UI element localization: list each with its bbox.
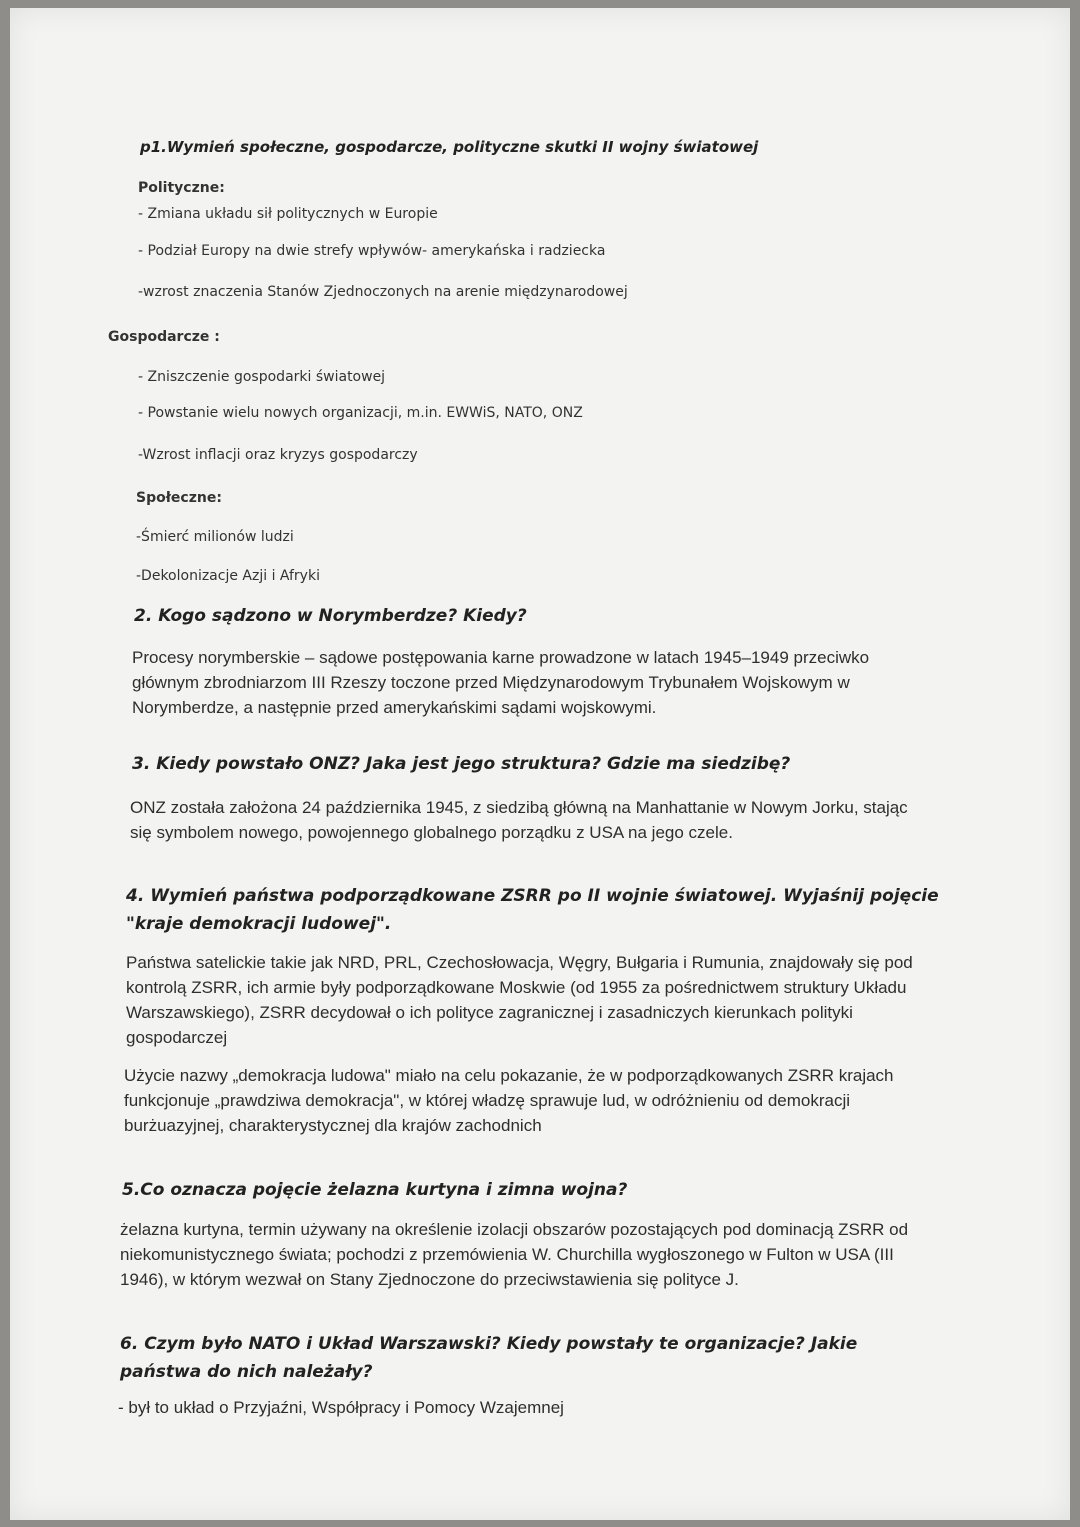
answer-5: żelazna kurtyna, termin używany na określenie izolacji obszarów pozostających pod dominacją ZSRR od niekomunistycznego świata; pochodzi z przemówienia W. Churchilla wygłoszonego w Fulton w USA (III 1946), w którym wezwał on Stany Zjednoczone do przeciwstawienia się polityce J. <box>120 1220 909 1289</box>
answer-6: - był to układ o Przyjaźni, Współpracy i Pomocy Wzajemnej <box>118 1398 564 1417</box>
answer-4b: Użycie nazwy „demokracja ludowa" miało na celu pokazanie, że w podporządkowanych ZSRR krajach funkcjonuje „prawdziwa demokracja", w której władzę sprawuje lud, w odróżnieniu od demokracji burżuazyjnej, charakterystycznej dla krajów zachodnich <box>124 1066 894 1135</box>
list-item: - Podział Europy na dwie strefy wpływów- amerykańska i radziecka <box>138 243 606 259</box>
list-item: - Zmiana układu sił politycznych w Europie <box>138 206 438 222</box>
list-item: -Dekolonizacje Azji i Afryki <box>136 568 320 584</box>
question-4: 4. Wymień państwa podporządkowane ZSRR po II wojnie światowej. Wyjaśnij pojęcie "kraje demokracji ludowej". <box>126 886 939 934</box>
list-item: - Powstanie wielu nowych organizacji, m.in. EWWiS, NATO, ONZ <box>138 405 583 421</box>
question-6: 6. Czym było NATO i Układ Warszawski? Kiedy powstały te organizacje? Jakie państwa do nich należały? <box>120 1334 858 1382</box>
question-3: 3. Kiedy powstało ONZ? Jaka jest jego struktura? Gdzie ma siedzibę? <box>132 754 791 774</box>
social-heading: Społeczne: <box>136 490 222 506</box>
list-item: -Śmierć milionów ludzi <box>136 529 294 545</box>
list-item: -wzrost znaczenia Stanów Zjednoczonych na arenie międzynarodowej <box>138 284 628 300</box>
answer-3: ONZ została założona 24 października 1945, z siedzibą główną na Manhattanie w Nowym Jorku, stając się symbolem nowego, powojennego globalnego porządku z USA na jego czele. <box>130 798 908 842</box>
list-item: - Zniszczenie gospodarki światowej <box>138 369 386 385</box>
answer-2: Procesy norymberskie – sądowe postępowania karne prowadzone w latach 1945–1949 przeciwko głównym zbrodniarzom III Rzeszy toczone przed Międzynarodowym Trybunałem Wojskowym w Norymberdze, a następnie przed amerykańskimi sądami wojskowymi. <box>132 648 870 717</box>
question-2: 2. Kogo sądzono w Norymberdze? Kiedy? <box>134 606 527 626</box>
page-title: p1.Wymień społeczne, gospodarcze, polityczne skutki II wojny światowej <box>140 138 759 156</box>
political-heading: Polityczne: <box>138 180 225 196</box>
economic-heading: Gospodarcze : <box>108 329 220 345</box>
question-5: 5.Co oznacza pojęcie żelazna kurtyna i zimna wojna? <box>122 1180 628 1200</box>
list-item: -Wzrost inflacji oraz kryzys gospodarczy <box>138 447 418 463</box>
answer-4a: Państwa satelickie takie jak NRD, PRL, Czechosłowacja, Węgry, Bułgaria i Rumunia, znajdowały się pod kontrolą ZSRR, ich armie były podporządkowane Moskwie (od 1955 za pośrednictwem struktury Układu Warszawskiego), ZSRR decydował o ich polityce zagranicznej i zasadniczych kierunkach polityki gospodarczej <box>126 953 913 1047</box>
